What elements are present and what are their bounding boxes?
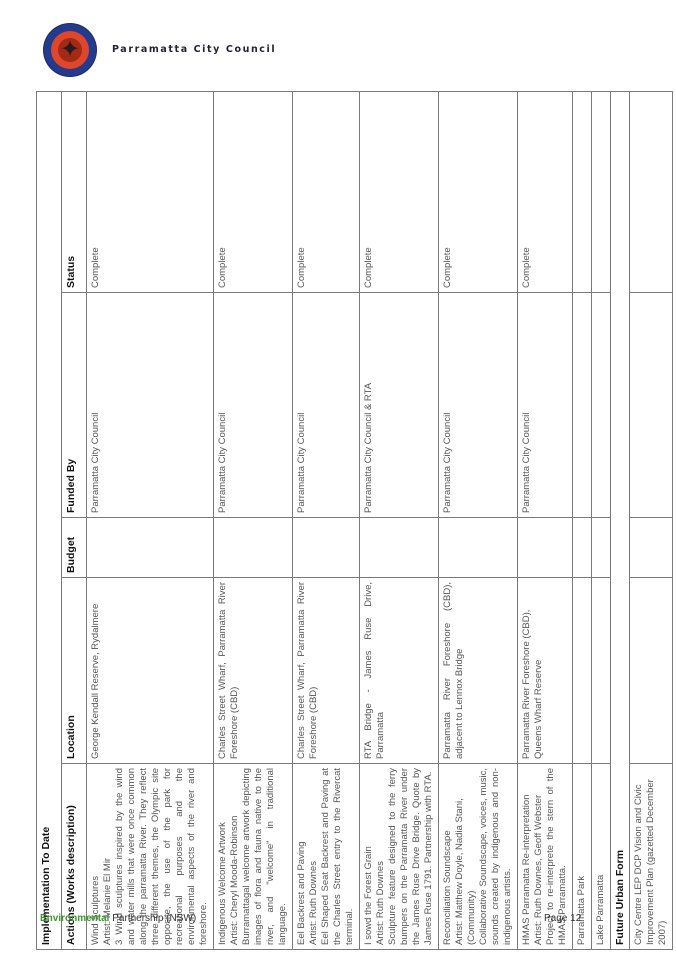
- table-row: [592, 91, 611, 949]
- funded-by-cell: Parramatta City Council & RTA: [360, 293, 439, 518]
- action-cell: [293, 764, 360, 950]
- council-logo: [44, 24, 96, 76]
- status-cell: [573, 91, 592, 292]
- status-cell: [592, 91, 611, 292]
- table-row: [360, 91, 439, 949]
- status-cell: Complete: [518, 91, 573, 292]
- table-title: Implementation To Date: [37, 91, 62, 949]
- status-cell: Complete: [439, 91, 518, 292]
- status-cell: Complete: [293, 91, 360, 292]
- header-status: Status: [62, 91, 87, 292]
- status-cell: Complete: [87, 91, 214, 292]
- budget-cell: [518, 518, 573, 578]
- budget-cell: [439, 518, 518, 578]
- funded-by-cell: [573, 293, 592, 518]
- action-artist: Artist: Ruth Downes: [375, 861, 386, 945]
- action-title: Indigenous Welcome Artwork: [217, 822, 228, 945]
- action-artist: Artist: Matthew Doyle, Nadia Stani, (Community): [454, 798, 477, 945]
- budget-cell: [573, 518, 592, 578]
- implementation-table-wrapper: [36, 92, 668, 950]
- table-row: [214, 91, 293, 949]
- table-row: [293, 91, 360, 949]
- status-cell: Complete: [214, 91, 293, 292]
- location-cell: Parramatta River Foreshore (CBD), Queens Wharf Reserve: [518, 578, 573, 764]
- funded-by-cell: Parramatta City Council: [87, 293, 214, 518]
- action-cell: [439, 764, 518, 950]
- action-artist: Artist: Cheryl Mooda-Robinson: [229, 815, 240, 945]
- header-location: Location: [62, 578, 87, 764]
- council-name: Parramatta City Council: [112, 44, 277, 55]
- budget-cell: [214, 518, 293, 578]
- action-cell: Parramatta Park: [573, 764, 592, 950]
- action-cell: City Centre LEP DCP Vision and Civic Improvement Plan (gazetted December 2007): [630, 764, 673, 950]
- header-actions: Actions (Works description): [62, 764, 87, 950]
- location-cell: George Kendall Reserve, Rydalmere: [87, 578, 214, 764]
- action-title: I sowd the Forest Grain: [363, 846, 374, 945]
- status-cell: [630, 91, 673, 292]
- table-row: [518, 91, 573, 949]
- action-description: Eel Shaped Seat Backrest and Paving at the Charles Street entry to the Rivercat terminal.: [320, 768, 355, 945]
- status-cell: Complete: [360, 91, 439, 292]
- action-cell: [360, 764, 439, 950]
- action-artist: Artist: Ruth Downes, Geoff Webster: [533, 794, 544, 945]
- location-cell: [573, 578, 592, 764]
- implementation-table: [36, 91, 673, 950]
- funded-by-cell: [630, 293, 673, 518]
- action-description: Project to re-interprete the stern of the HMAS Parramatta.: [545, 768, 568, 945]
- budget-cell: [630, 518, 673, 578]
- footer-organisation: [40, 913, 196, 924]
- action-title: Eel Backrest and Paving: [296, 841, 307, 945]
- funded-by-cell: [592, 293, 611, 518]
- section-future-urban-form: Future Urban Form: [611, 91, 630, 949]
- funded-by-cell: Parramatta City Council: [293, 293, 360, 518]
- location-cell: [630, 578, 673, 764]
- table-row: [573, 91, 592, 949]
- budget-cell: [87, 518, 214, 578]
- page-number: Page 12: [544, 913, 582, 924]
- header-budget: Budget: [62, 518, 87, 578]
- location-cell: [592, 578, 611, 764]
- footer-org-rest: Partnership (NSW): [109, 913, 197, 924]
- budget-cell: [592, 518, 611, 578]
- action-title: HMAS Parramatta Re-interpretation: [521, 794, 532, 945]
- location-cell: RTA Bridge - James Ruse Drive, Parramatta: [360, 578, 439, 764]
- action-cell: [214, 764, 293, 950]
- budget-cell: [360, 518, 439, 578]
- table-row: [439, 91, 518, 949]
- funded-by-cell: Parramatta City Council: [518, 293, 573, 518]
- location-cell: Charles Street Wharf, Parramatta River Foreshore (CBD): [214, 578, 293, 764]
- action-artist: Artist: Ruth Downes: [308, 861, 319, 945]
- action-description: Collaborative Soundscape, voices, music, sounds created by indigenous and non-indigenous artists.: [478, 768, 513, 945]
- budget-cell: [293, 518, 360, 578]
- action-description: Sculpture feature designed to the ferry bumpers on the Parramatta River under the James Ruse Drive Bridge. Quote by James Ruse 1791. Partnership with RTA.: [387, 768, 434, 945]
- table-row: [630, 91, 673, 949]
- action-artist: Artist: Melanie El Mir: [102, 857, 113, 945]
- funded-by-cell: Parramatta City Council: [439, 293, 518, 518]
- location-cell: Parramatta River Foreshore (CBD), adjacent to Lennox Bridge: [439, 578, 518, 764]
- action-cell: Lake Parramatta: [592, 764, 611, 950]
- action-description: 3 Wind sculptures inspired by the wind and water mills that were once common along the parramatta River. They reflect three different themes, the Olympic site opposite, the use of the park for recreational purposes and the environmental aspects of the river and foreshore.: [114, 768, 209, 945]
- funded-by-cell: Parramatta City Council: [214, 293, 293, 518]
- action-description: Burramattagal welcome artwork depicting images of flora and fauna native to the river, and "welcome" in traditional language.: [241, 768, 288, 945]
- table-row: [87, 91, 214, 949]
- header-funded-by: Funded By: [62, 293, 87, 518]
- footer-org-highlight: Environmental: [40, 913, 110, 924]
- action-title: Wind Sculptures: [90, 875, 101, 945]
- logo-figure-icon: ✦: [59, 36, 81, 63]
- location-cell: Charles Street Wharf, Parramatta River Foreshore (CBD): [293, 578, 360, 764]
- action-title: Reconciliation Soundscape: [442, 830, 453, 945]
